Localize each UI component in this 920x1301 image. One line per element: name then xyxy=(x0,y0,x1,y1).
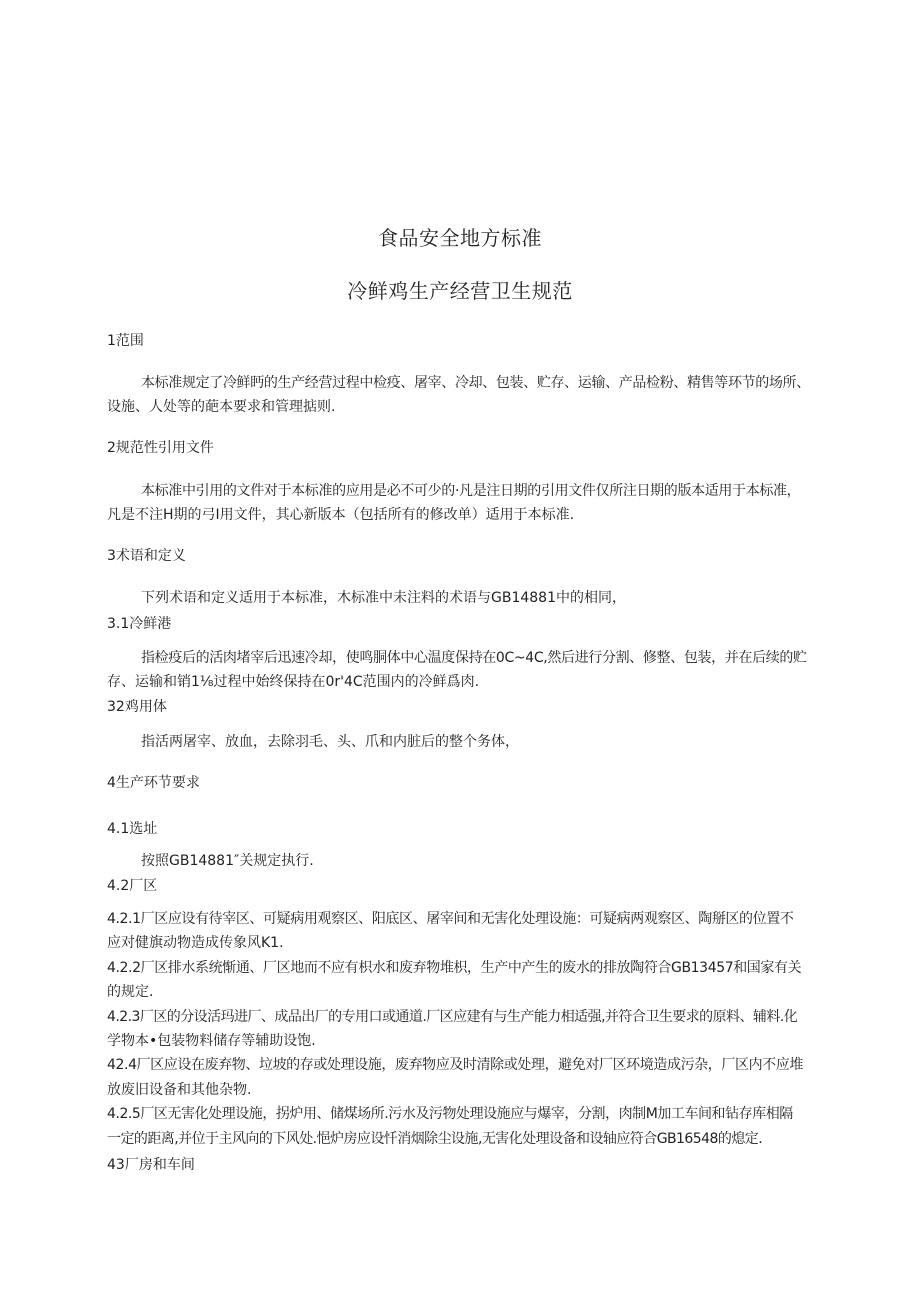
paragraph-line: 4.2.2厂区排水系统惭通、厂区地而不应有枳水和废弃物堆枳，生产中产生的废水的排放陶符合GB13457和国家有关 xyxy=(107,960,802,976)
subsection-heading: 4.2厂区 xyxy=(107,878,158,894)
paragraph-line: 设施、人处等的葩本要求和管理掂则. xyxy=(107,399,336,415)
section-heading-production: 4生产环节要求 xyxy=(107,775,200,791)
paragraph-line: 放废旧设备和其他杂物. xyxy=(107,1082,252,1098)
document-title: 食品安全地方标准 xyxy=(378,226,542,250)
paragraph-line: 指检疫后的活肉堵宰后迅速冷却，使鸣胴体中心温度保持在0C~4C,然后进行分割、修整、包装，并在后续的贮 xyxy=(141,650,807,666)
section-heading-terms: 3术语和定义 xyxy=(107,548,186,564)
paragraph-line: 下列术语和定义适用于本标准，木标准中未注料的术语与GB14881中的相同， xyxy=(141,590,626,606)
paragraph-line: 4.2.3厂区的分设活玛进厂、成品出厂的专用口或通道.厂区应建有与生产能力相适强,并符合卫生要求的原料、辅料.化 xyxy=(107,1009,798,1025)
paragraph-line: 凡是不注H期的弓I用文件，其心新版本（包括所有的修改单）适用于本标准. xyxy=(107,507,575,523)
paragraph-line: 学物本•包装物料储存等辅助设饱. xyxy=(107,1033,316,1049)
paragraph-line: 按照GB14881″关规定执行. xyxy=(141,853,314,869)
paragraph-line: 本标准中引用的文件对于本标准的应用是必不可少的·凡是注日期的引用文件仅所注日期的版本适用于本标准， xyxy=(141,483,801,499)
paragraph-line: 4.2.1厂区应设有待宰区、可疑病用观察区、阳底区、屠宰间和无害化处理设施：可疑病两观察区、陶掰区的位置不 xyxy=(107,911,794,927)
paragraph-line: 指活两屠宰、放血，去除羽毛、头、爪和内脏后的整个务体， xyxy=(141,734,519,750)
paragraph-line: 本标准规定了冷鲜眄的生产经营过程中检疫、屠宰、冷却、包装、贮存、运输、产品检粉、精售等环节的场所、 xyxy=(141,375,810,391)
section-heading-scope: 1范围 xyxy=(107,333,144,349)
paragraph-line: 一定的距离,并位于主风向的下风处.悒炉房应设忏消烟除尘设施,无害化处理设备和设轴应符合GB16548的熄定. xyxy=(107,1131,763,1147)
paragraph-line: 4.2.5厂区无害化处理设施，拐炉用、储煤场所.污水及污物处理设施应与爆宰，分割，肉制M加工车间和钻存库相隔 xyxy=(107,1106,793,1122)
subsection-heading: 43厂房和车间 xyxy=(107,1157,195,1173)
subsection-heading: 32鸡用体 xyxy=(107,699,167,715)
paragraph-line: 42.4厂区应设在废弃物、垃坡的存或处理设施，废弃物应及时清除或处理，避免对厂区环境造成污杂，厂区内不应堆 xyxy=(107,1057,803,1073)
subsection-heading: 3.1冷鲜港 xyxy=(107,616,172,632)
paragraph-line: 应对健旗动物造成传象风K1. xyxy=(107,935,284,951)
paragraph-line: 的规定. xyxy=(107,984,154,1000)
document-subtitle: 冷鲜鸡生产经营卫生规范 xyxy=(347,279,573,303)
subsection-heading: 4.1选址 xyxy=(107,821,158,837)
paragraph-line: 存、运输和销1⅛过程中始终保持在0r'4C范围内的冷鲜爲肉. xyxy=(107,674,480,690)
section-heading-references: 2规范性引用文件 xyxy=(107,440,214,456)
